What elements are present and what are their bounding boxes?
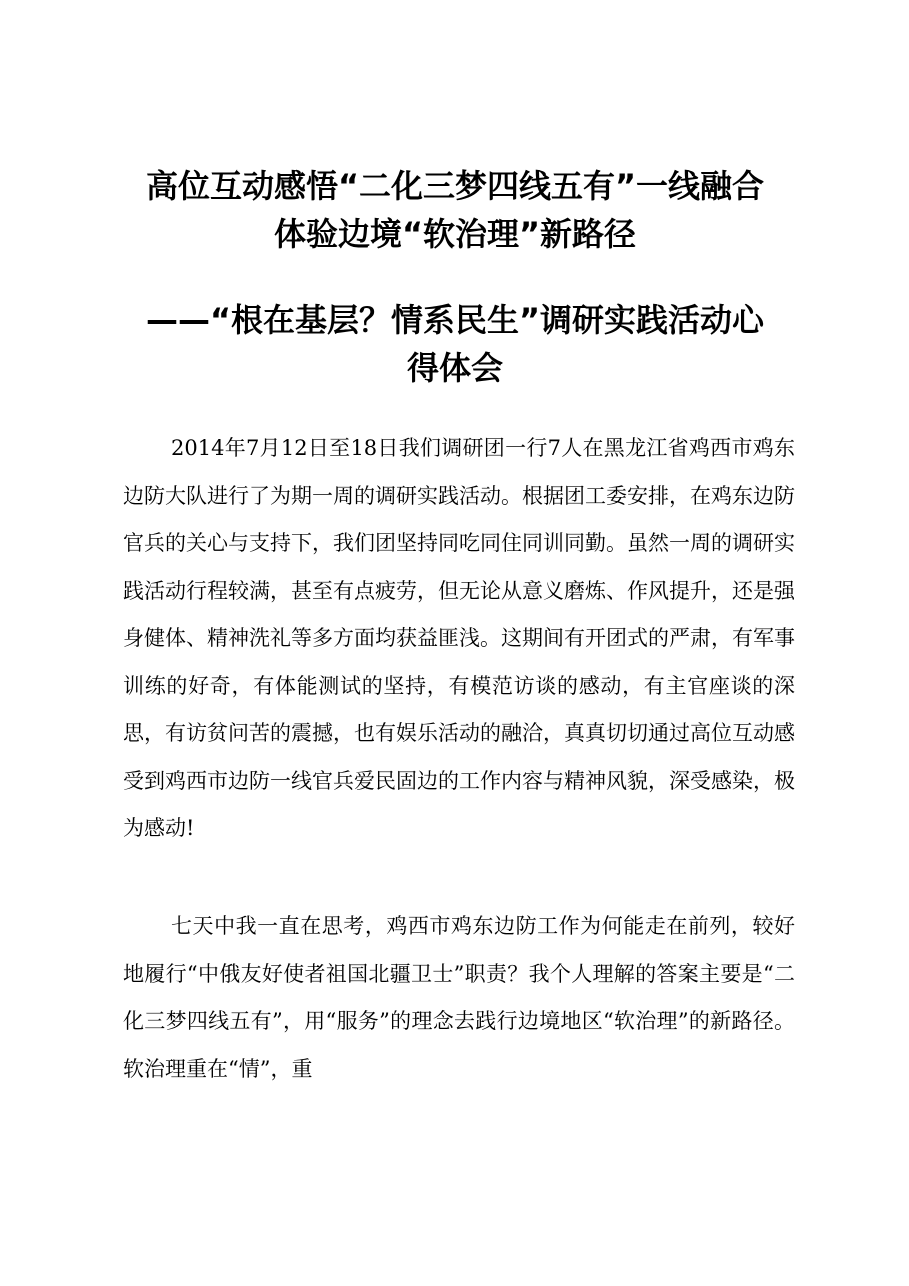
body-paragraph-1: 2014年7月12日至18日我们调研团一行7人在黑龙江省鸡西市鸡东边防大队进行了为期一周的调研实践活动。根据团工委安排，在鸡东边防官兵的关心与支持下，我们团坚持同吃同住同训同勤。虽然一周的调研实践活动行程较满，甚至有点疲劳，但无论从意义磨炼、作风提升，还是强身健体、精神洗礼等多方面均获益匪浅。这期间有开团式的严肃，有军事训练的好奇，有体能测试的坚持，有模范访谈的感动，有主官座谈的深思，有访贫问苦的震撼，也有娱乐活动的融洽，真真切切通过高位互动感受到鸡西市边防一线官兵爱民固边的工作内容与精神风貌，深受感染，极为感动!: [123, 436, 795, 840]
document-title: [110, 162, 800, 258]
document-subtitle: [110, 296, 800, 392]
body-paragraph-2: 七天中我一直在思考，鸡西市鸡东边防工作为何能走在前列，较好地履行“中俄友好使者祖国北疆卫士”职责？我个人理解的答案主要是“二化三梦四线五有”，用“服务”的理念去践行边境地区“软治理”的新路径。软治理重在“情”，重: [123, 914, 795, 1081]
subtitle-line-2: 得体会: [406, 349, 503, 387]
title-line-2: 体验边境“软治理”新路径: [273, 215, 637, 253]
title-line-1: 高位互动感悟“二化三梦四线五有”一线融合: [145, 167, 765, 205]
subtitle-line-1: ——“根在基层？情系民生”调研实践活动心: [145, 301, 765, 339]
